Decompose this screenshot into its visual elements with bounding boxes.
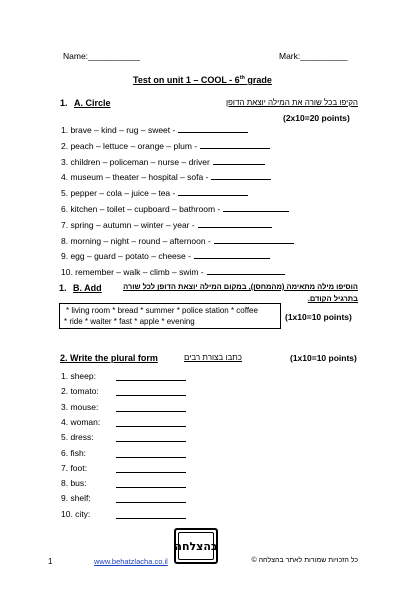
circle-item-text: 8. morning – night – round – afternoon - bbox=[61, 235, 211, 246]
plural-item-label: 6. fish: bbox=[61, 447, 87, 458]
plural-item-label: 2. tomato: bbox=[61, 386, 99, 397]
circle-item bbox=[61, 141, 270, 151]
test-title: Test on unit 1 – COOL - 6th grade bbox=[133, 75, 272, 85]
circle-item bbox=[61, 172, 271, 182]
circle-item-text: 3. children – policeman – nurse – driver bbox=[61, 156, 210, 167]
plural-answer-line[interactable] bbox=[116, 487, 186, 488]
circle-item bbox=[61, 125, 248, 135]
circle-item-text: 5. pepper – cola – juice – tea - bbox=[61, 188, 176, 199]
section-a-instruction: הקיפו בכל שורה את המילה יוצאת הדופן bbox=[225, 98, 358, 107]
circle-item-text: 2. peach – lettuce – orange – plum - bbox=[61, 140, 198, 151]
circle-item bbox=[61, 251, 270, 261]
section-b-points: (1x10=10 points) bbox=[285, 312, 352, 322]
logo-text: בהצלחה bbox=[178, 532, 214, 560]
circle-item-text: 1. brave – kind – rug – sweet - bbox=[61, 125, 176, 135]
plural-item-label: 9. shelf: bbox=[61, 493, 91, 504]
plural-answer-line[interactable] bbox=[116, 426, 186, 427]
page-number: 1 bbox=[48, 557, 53, 566]
behatzlacha-logo bbox=[174, 528, 218, 564]
circle-item bbox=[61, 157, 265, 167]
plural-item-label: 3. mouse: bbox=[61, 401, 99, 412]
plural-item-label: 4. woman: bbox=[61, 416, 101, 427]
section-a-points: (2x10=20 points) bbox=[283, 113, 350, 123]
mark-field-label: Mark:__________ bbox=[279, 51, 348, 61]
section-b-instruction-cont: בתרגיל הקודם. bbox=[307, 294, 358, 303]
plural-item-label: 5. dress: bbox=[61, 432, 94, 443]
word-bank-line-2: * ride * waiter * fast * apple * evening bbox=[64, 317, 195, 326]
answer-line[interactable] bbox=[178, 188, 248, 196]
plural-answer-line[interactable] bbox=[116, 380, 186, 381]
answer-line[interactable] bbox=[223, 204, 289, 212]
answer-line[interactable] bbox=[214, 236, 294, 244]
section-a-number: 1. bbox=[60, 98, 68, 108]
section-b-title: B. Add bbox=[73, 283, 102, 293]
plural-item-label: 7. foot: bbox=[61, 462, 87, 473]
section-b-instruction: הוסיפו מילה מתאימה (מהמחסן), במקום המילה יוצאת הדופן לכל שורה bbox=[123, 282, 358, 291]
circle-item-text: 4. museum – theater – hospital – sofa - bbox=[61, 172, 209, 183]
website-link[interactable]: www.behatzlacha.co.il bbox=[94, 557, 168, 566]
circle-item bbox=[61, 220, 272, 230]
plural-answer-line[interactable] bbox=[116, 395, 186, 396]
copyright-notice: כל הזכויות שמורות לאתר בהצלחה © bbox=[251, 557, 358, 564]
circle-item-text: 6. kitchen – toilet – cupboard – bathroom - bbox=[61, 204, 221, 214]
name-field-label: Name:___________ bbox=[63, 51, 141, 61]
answer-line[interactable] bbox=[178, 125, 248, 133]
section-a-title: A. Circle bbox=[74, 98, 111, 108]
answer-line[interactable] bbox=[211, 172, 271, 180]
answer-line[interactable] bbox=[213, 157, 265, 165]
plural-answer-line[interactable] bbox=[116, 502, 186, 503]
circle-item bbox=[61, 188, 248, 198]
circle-item-text: 9. egg – guard – potato – cheese - bbox=[61, 251, 191, 262]
answer-line[interactable] bbox=[207, 267, 285, 275]
plural-item-label: 8. bus: bbox=[61, 478, 87, 489]
answer-line[interactable] bbox=[200, 141, 270, 149]
answer-line[interactable] bbox=[194, 251, 270, 259]
plural-answer-line[interactable] bbox=[116, 441, 186, 442]
plural-item-label: 1. sheep: bbox=[61, 371, 96, 381]
answer-line[interactable] bbox=[198, 220, 272, 228]
plural-answer-line[interactable] bbox=[116, 472, 186, 473]
word-bank-line-1: * living room * bread * summer * police station * coffee bbox=[66, 306, 258, 315]
circle-item-text: 10. remember – walk – climb – swim - bbox=[61, 267, 204, 278]
section-b-number: 1. bbox=[59, 283, 67, 293]
word-bank-box bbox=[59, 303, 281, 329]
circle-item bbox=[61, 267, 285, 277]
section-2-title: 2. Write the plural form bbox=[60, 353, 158, 363]
circle-item bbox=[61, 236, 294, 246]
circle-item-text: 7. spring – autumn – winter – year - bbox=[61, 219, 195, 230]
plural-answer-line[interactable] bbox=[116, 518, 186, 519]
section-2-instruction: כתבו בצורת רבים bbox=[184, 353, 242, 362]
circle-item bbox=[61, 204, 289, 214]
plural-item-label: 10. city: bbox=[61, 508, 91, 519]
plural-answer-line[interactable] bbox=[116, 457, 186, 458]
plural-answer-line[interactable] bbox=[116, 411, 186, 412]
section-2-points: (1x10=10 points) bbox=[290, 353, 357, 363]
